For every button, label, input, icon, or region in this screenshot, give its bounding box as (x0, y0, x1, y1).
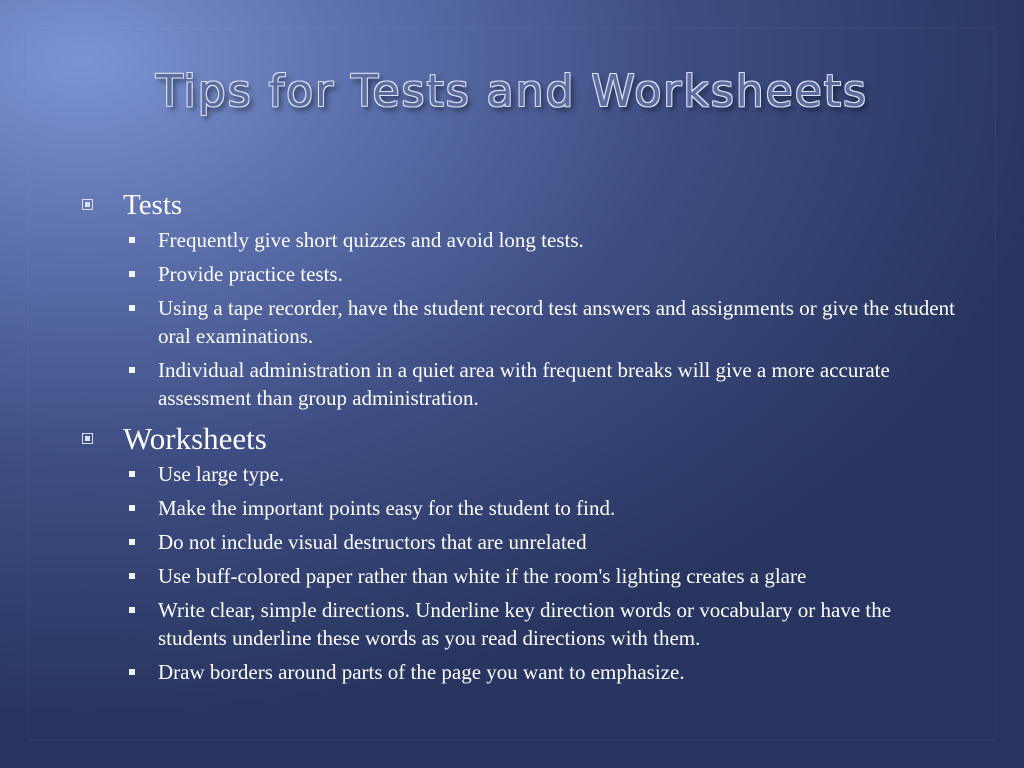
list-item-text: Use buff-colored paper rather than white if the room's lighting creates a glare (158, 564, 807, 588)
list-item-text: Individual administration in a quiet area with frequent breaks will give a more accurate assessment than group administration. (158, 358, 890, 410)
list-item (82, 356, 962, 412)
list-item-text: Write clear, simple directions. Underline key direction words or vocabulary or have the students underline these words as you read directions with them. (158, 598, 892, 650)
square-bullet-icon (82, 199, 93, 210)
section-heading-label: Tests (123, 189, 183, 221)
worksheets-list (82, 460, 962, 686)
list-item (82, 528, 962, 556)
list-item (82, 562, 962, 590)
list-item-text: Draw borders around parts of the page you want to emphasize. (158, 660, 685, 684)
bullet-icon (129, 271, 135, 277)
list-item (82, 294, 962, 350)
list-item-text: Using a tape recorder, have the student record test answers and assignments or give the student oral examinations. (158, 296, 955, 348)
list-item (82, 494, 962, 522)
bullet-icon (129, 237, 135, 243)
slide-body (82, 186, 962, 694)
bullet-icon (129, 471, 135, 477)
square-bullet-icon (82, 433, 93, 444)
tests-list (82, 226, 962, 412)
list-item (82, 658, 962, 686)
list-item-text: Frequently give short quizzes and avoid long tests. (158, 228, 584, 252)
list-item (82, 226, 962, 254)
list-item-text: Make the important points easy for the student to find. (158, 496, 616, 520)
list-item (82, 596, 962, 652)
bullet-icon (129, 607, 135, 613)
list-item-text: Do not include visual destructors that are unrelated (158, 530, 587, 554)
section-heading-label: Worksheets (123, 421, 267, 456)
bullet-icon (129, 669, 135, 675)
bullet-icon (129, 367, 135, 373)
list-item-text: Use large type. (158, 462, 285, 486)
list-item (82, 260, 962, 288)
bullet-icon (129, 505, 135, 511)
section-heading-worksheets (82, 420, 962, 458)
bullet-icon (129, 305, 135, 311)
bullet-icon (129, 539, 135, 545)
list-item (82, 460, 962, 488)
list-item-text: Provide practice tests. (158, 262, 343, 286)
slide-title: Tips for Tests and Worksheets (156, 66, 868, 117)
section-heading-tests (82, 186, 962, 224)
bullet-icon (129, 573, 135, 579)
